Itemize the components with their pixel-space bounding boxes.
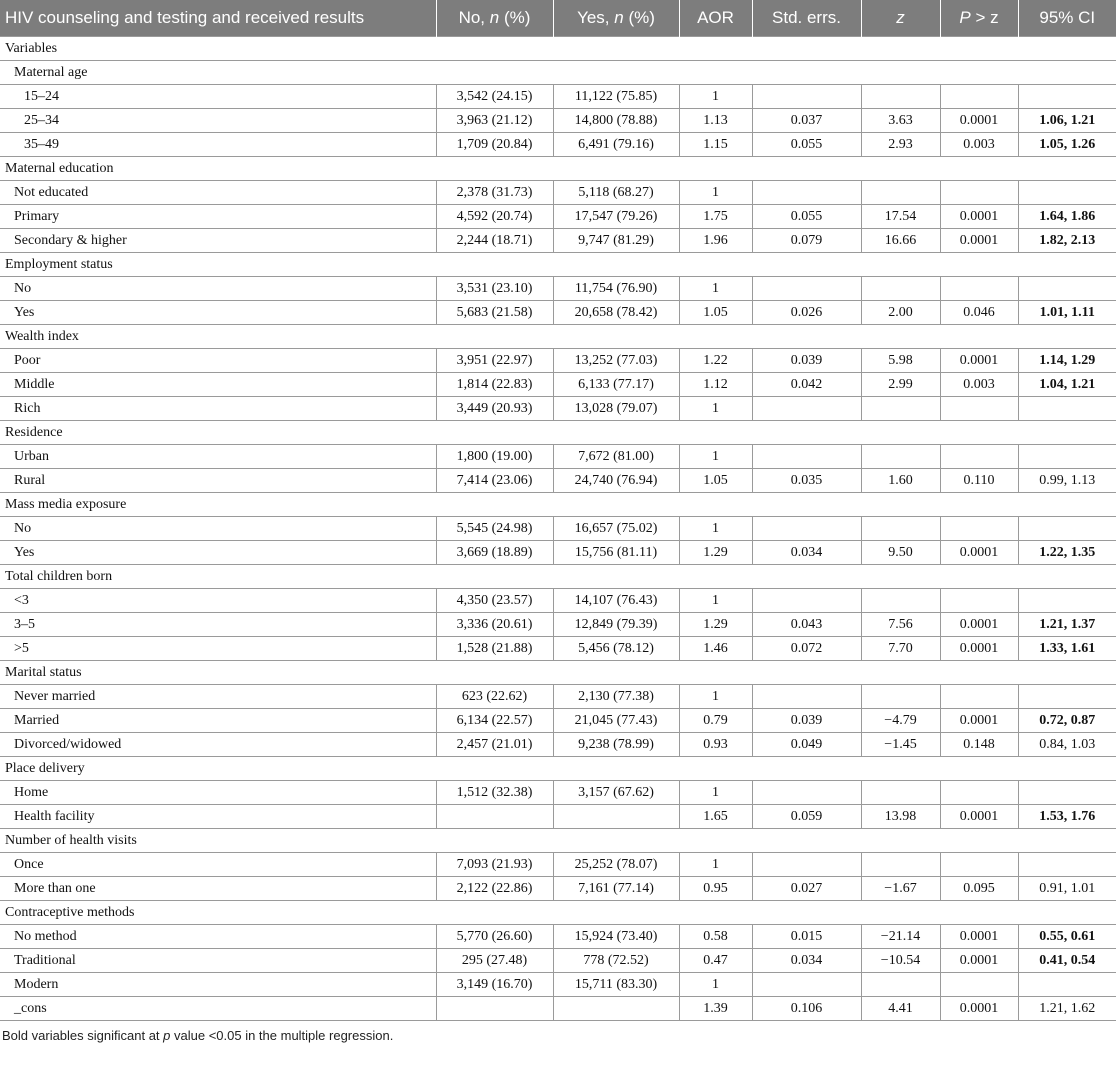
row-label: 15–24 [0, 85, 436, 109]
cell-no: 3,669 (18.89) [436, 541, 553, 565]
section-label: Employment status [0, 253, 1116, 277]
cell-aor: 1.13 [679, 109, 752, 133]
cell-95-ci: 1.82, 2.13 [1018, 229, 1116, 253]
cell-95-ci [1018, 781, 1116, 805]
cell-p-value [940, 973, 1018, 997]
cell-p-value: 0.0001 [940, 109, 1018, 133]
cell-yes [553, 805, 679, 829]
cell-95-ci: 1.21, 1.62 [1018, 997, 1116, 1021]
cell-no: 5,770 (26.60) [436, 925, 553, 949]
cell-yes: 21,045 (77.43) [553, 709, 679, 733]
cell-std-err: 0.043 [752, 613, 861, 637]
table-row [0, 229, 1116, 253]
row-label: 35–49 [0, 133, 436, 157]
section-label: Variables [0, 37, 1116, 61]
cell-95-ci: 1.21, 1.37 [1018, 613, 1116, 637]
cell-z: 16.66 [861, 229, 940, 253]
cell-z: 13.98 [861, 805, 940, 829]
cell-std-err [752, 181, 861, 205]
row-label: Middle [0, 373, 436, 397]
cell-p-value [940, 589, 1018, 613]
cell-no: 1,709 (20.84) [436, 133, 553, 157]
section-label: Marital status [0, 661, 1116, 685]
cell-yes: 25,252 (78.07) [553, 853, 679, 877]
header-aor: AOR [679, 0, 752, 37]
cell-z [861, 973, 940, 997]
cell-std-err [752, 277, 861, 301]
cell-p-value [940, 85, 1018, 109]
cell-95-ci [1018, 685, 1116, 709]
table-row [0, 349, 1116, 373]
section-label: Maternal education [0, 157, 1116, 181]
cell-z [861, 85, 940, 109]
cell-yes: 9,238 (78.99) [553, 733, 679, 757]
cell-z: 4.41 [861, 997, 940, 1021]
cell-std-err: 0.034 [752, 541, 861, 565]
table-row [0, 805, 1116, 829]
cell-p-value: 0.0001 [940, 349, 1018, 373]
cell-aor: 0.58 [679, 925, 752, 949]
cell-yes: 7,161 (77.14) [553, 877, 679, 901]
cell-p-value: 0.0001 [940, 709, 1018, 733]
cell-95-ci: 1.22, 1.35 [1018, 541, 1116, 565]
cell-std-err: 0.026 [752, 301, 861, 325]
cell-no: 6,134 (22.57) [436, 709, 553, 733]
header-95-ci: 95% CI [1018, 0, 1116, 37]
cell-aor: 1.46 [679, 637, 752, 661]
row-label: _cons [0, 997, 436, 1021]
cell-no: 1,528 (21.88) [436, 637, 553, 661]
header-no-n-pct: No, n (%) [436, 0, 553, 37]
table-row [0, 997, 1116, 1021]
row-label: More than one [0, 877, 436, 901]
cell-yes: 11,122 (75.85) [553, 85, 679, 109]
cell-no: 4,592 (20.74) [436, 205, 553, 229]
cell-aor: 1 [679, 973, 752, 997]
cell-no: 7,414 (23.06) [436, 469, 553, 493]
row-label: Divorced/widowed [0, 733, 436, 757]
cell-z: 3.63 [861, 109, 940, 133]
header-std-errs: Std. errs. [752, 0, 861, 37]
cell-95-ci [1018, 973, 1116, 997]
cell-no: 2,378 (31.73) [436, 181, 553, 205]
row-label: No [0, 517, 436, 541]
cell-no: 3,951 (22.97) [436, 349, 553, 373]
cell-aor: 1.05 [679, 469, 752, 493]
section-label: Mass media exposure [0, 493, 1116, 517]
cell-std-err [752, 85, 861, 109]
row-label: 25–34 [0, 109, 436, 133]
cell-yes: 5,456 (78.12) [553, 637, 679, 661]
cell-p-value [940, 781, 1018, 805]
cell-p-value [940, 445, 1018, 469]
table-section-row [0, 757, 1116, 781]
cell-std-err: 0.034 [752, 949, 861, 973]
table-row [0, 205, 1116, 229]
cell-z: 2.93 [861, 133, 940, 157]
table-row [0, 469, 1116, 493]
table-row [0, 637, 1116, 661]
row-label: No [0, 277, 436, 301]
table-row [0, 517, 1116, 541]
cell-no: 623 (22.62) [436, 685, 553, 709]
row-label: Primary [0, 205, 436, 229]
cell-yes: 2,130 (77.38) [553, 685, 679, 709]
cell-std-err [752, 973, 861, 997]
table-row [0, 133, 1116, 157]
cell-std-err: 0.037 [752, 109, 861, 133]
cell-z: 7.70 [861, 637, 940, 661]
cell-aor: 1 [679, 517, 752, 541]
cell-std-err: 0.015 [752, 925, 861, 949]
table-section-row [0, 325, 1116, 349]
table-row [0, 925, 1116, 949]
cell-z: 1.60 [861, 469, 940, 493]
cell-no: 295 (27.48) [436, 949, 553, 973]
cell-p-value: 0.0001 [940, 637, 1018, 661]
cell-95-ci [1018, 445, 1116, 469]
table-footnote: Bold variables significant at p value <0.05 in the multiple regression. [2, 1028, 394, 1043]
cell-std-err: 0.055 [752, 205, 861, 229]
cell-yes [553, 997, 679, 1021]
cell-no [436, 997, 553, 1021]
cell-aor: 1.39 [679, 997, 752, 1021]
row-label: Once [0, 853, 436, 877]
cell-z: 9.50 [861, 541, 940, 565]
cell-95-ci: 1.33, 1.61 [1018, 637, 1116, 661]
cell-std-err: 0.049 [752, 733, 861, 757]
cell-no: 2,244 (18.71) [436, 229, 553, 253]
header-yes-n-pct: Yes, n (%) [553, 0, 679, 37]
cell-yes: 3,157 (67.62) [553, 781, 679, 805]
cell-95-ci: 0.41, 0.54 [1018, 949, 1116, 973]
table-row [0, 109, 1116, 133]
cell-no: 2,457 (21.01) [436, 733, 553, 757]
cell-std-err: 0.039 [752, 349, 861, 373]
row-label: No method [0, 925, 436, 949]
cell-no: 5,683 (21.58) [436, 301, 553, 325]
table-row [0, 589, 1116, 613]
cell-aor: 1 [679, 397, 752, 421]
cell-z [861, 685, 940, 709]
cell-yes: 17,547 (79.26) [553, 205, 679, 229]
row-label: Never married [0, 685, 436, 709]
cell-no: 2,122 (22.86) [436, 877, 553, 901]
cell-yes: 24,740 (76.94) [553, 469, 679, 493]
row-label: Urban [0, 445, 436, 469]
cell-yes: 778 (72.52) [553, 949, 679, 973]
section-label: Wealth index [0, 325, 1116, 349]
cell-95-ci [1018, 277, 1116, 301]
cell-aor: 1.29 [679, 541, 752, 565]
cell-95-ci [1018, 853, 1116, 877]
cell-z: −10.54 [861, 949, 940, 973]
cell-z [861, 589, 940, 613]
row-label: Health facility [0, 805, 436, 829]
cell-z [861, 181, 940, 205]
cell-no: 5,545 (24.98) [436, 517, 553, 541]
cell-yes: 13,028 (79.07) [553, 397, 679, 421]
cell-z: 17.54 [861, 205, 940, 229]
cell-no: 7,093 (21.93) [436, 853, 553, 877]
table-row [0, 949, 1116, 973]
header-p-gt-z: P > z [940, 0, 1018, 37]
cell-yes: 6,491 (79.16) [553, 133, 679, 157]
cell-z: 2.99 [861, 373, 940, 397]
cell-yes: 16,657 (75.02) [553, 517, 679, 541]
row-label: Not educated [0, 181, 436, 205]
cell-yes: 7,672 (81.00) [553, 445, 679, 469]
cell-z: 2.00 [861, 301, 940, 325]
cell-95-ci: 0.91, 1.01 [1018, 877, 1116, 901]
cell-no: 1,800 (19.00) [436, 445, 553, 469]
cell-p-value [940, 685, 1018, 709]
table-row [0, 85, 1116, 109]
cell-aor: 1.75 [679, 205, 752, 229]
row-label: Yes [0, 301, 436, 325]
cell-std-err: 0.055 [752, 133, 861, 157]
cell-p-value: 0.003 [940, 133, 1018, 157]
cell-95-ci: 1.04, 1.21 [1018, 373, 1116, 397]
cell-aor: 1.05 [679, 301, 752, 325]
cell-aor: 0.47 [679, 949, 752, 973]
cell-p-value: 0.110 [940, 469, 1018, 493]
table-section-row [0, 61, 1116, 85]
cell-no: 3,449 (20.93) [436, 397, 553, 421]
cell-95-ci: 0.55, 0.61 [1018, 925, 1116, 949]
cell-aor: 1 [679, 181, 752, 205]
section-label: Contraceptive methods [0, 901, 1116, 925]
cell-std-err [752, 517, 861, 541]
section-label: Total children born [0, 565, 1116, 589]
cell-p-value: 0.046 [940, 301, 1018, 325]
cell-aor: 0.79 [679, 709, 752, 733]
table-section-row [0, 253, 1116, 277]
table-section-row [0, 493, 1116, 517]
cell-aor: 1.12 [679, 373, 752, 397]
cell-p-value [940, 397, 1018, 421]
row-label: Secondary & higher [0, 229, 436, 253]
row-label: Married [0, 709, 436, 733]
cell-no: 3,531 (23.10) [436, 277, 553, 301]
cell-p-value: 0.0001 [940, 925, 1018, 949]
section-label: Place delivery [0, 757, 1116, 781]
cell-aor: 1.65 [679, 805, 752, 829]
cell-p-value: 0.0001 [940, 997, 1018, 1021]
cell-yes: 9,747 (81.29) [553, 229, 679, 253]
table-row [0, 733, 1116, 757]
row-label: Rich [0, 397, 436, 421]
row-label: <3 [0, 589, 436, 613]
cell-no: 1,512 (32.38) [436, 781, 553, 805]
cell-std-err [752, 781, 861, 805]
table-section-row [0, 901, 1116, 925]
cell-z [861, 781, 940, 805]
row-label: Yes [0, 541, 436, 565]
row-label: Rural [0, 469, 436, 493]
cell-std-err: 0.027 [752, 877, 861, 901]
cell-95-ci: 1.64, 1.86 [1018, 205, 1116, 229]
cell-yes: 14,800 (78.88) [553, 109, 679, 133]
cell-std-err: 0.059 [752, 805, 861, 829]
cell-std-err [752, 589, 861, 613]
cell-95-ci: 1.05, 1.26 [1018, 133, 1116, 157]
cell-std-err: 0.039 [752, 709, 861, 733]
cell-aor: 1 [679, 589, 752, 613]
cell-z: −1.67 [861, 877, 940, 901]
cell-std-err: 0.106 [752, 997, 861, 1021]
cell-z: −4.79 [861, 709, 940, 733]
row-label: Home [0, 781, 436, 805]
cell-p-value: 0.0001 [940, 949, 1018, 973]
cell-z: 5.98 [861, 349, 940, 373]
cell-no: 4,350 (23.57) [436, 589, 553, 613]
table-header-row [0, 0, 1116, 37]
row-label: >5 [0, 637, 436, 661]
cell-yes: 20,658 (78.42) [553, 301, 679, 325]
cell-p-value [940, 277, 1018, 301]
row-label: Modern [0, 973, 436, 997]
cell-yes: 6,133 (77.17) [553, 373, 679, 397]
cell-p-value: 0.003 [940, 373, 1018, 397]
cell-yes: 12,849 (79.39) [553, 613, 679, 637]
cell-95-ci: 1.01, 1.11 [1018, 301, 1116, 325]
cell-aor: 1 [679, 277, 752, 301]
cell-std-err: 0.072 [752, 637, 861, 661]
cell-95-ci: 1.14, 1.29 [1018, 349, 1116, 373]
table-row [0, 541, 1116, 565]
section-label: Residence [0, 421, 1116, 445]
cell-95-ci: 1.53, 1.76 [1018, 805, 1116, 829]
cell-std-err [752, 853, 861, 877]
cell-p-value: 0.0001 [940, 541, 1018, 565]
cell-aor: 1.22 [679, 349, 752, 373]
cell-z [861, 517, 940, 541]
header-z: z [861, 0, 940, 37]
cell-p-value [940, 517, 1018, 541]
cell-p-value [940, 853, 1018, 877]
header-outcome: HIV counseling and testing and received results [0, 0, 436, 37]
cell-p-value: 0.0001 [940, 205, 1018, 229]
cell-std-err [752, 685, 861, 709]
cell-z [861, 853, 940, 877]
table-row [0, 277, 1116, 301]
table-row [0, 853, 1116, 877]
cell-yes: 14,107 (76.43) [553, 589, 679, 613]
cell-aor: 1 [679, 781, 752, 805]
cell-95-ci [1018, 589, 1116, 613]
cell-no: 3,336 (20.61) [436, 613, 553, 637]
cell-std-err [752, 397, 861, 421]
cell-yes: 15,756 (81.11) [553, 541, 679, 565]
table-section-row [0, 829, 1116, 853]
cell-z: 7.56 [861, 613, 940, 637]
cell-yes: 15,711 (83.30) [553, 973, 679, 997]
cell-95-ci: 0.84, 1.03 [1018, 733, 1116, 757]
table-body [0, 37, 1116, 1021]
cell-std-err: 0.035 [752, 469, 861, 493]
cell-z: −1.45 [861, 733, 940, 757]
table-section-row [0, 421, 1116, 445]
row-label: 3–5 [0, 613, 436, 637]
cell-95-ci [1018, 517, 1116, 541]
cell-aor: 0.93 [679, 733, 752, 757]
cell-p-value: 0.148 [940, 733, 1018, 757]
cell-no: 1,814 (22.83) [436, 373, 553, 397]
table-row [0, 397, 1116, 421]
table-section-row [0, 565, 1116, 589]
cell-aor: 0.95 [679, 877, 752, 901]
cell-z [861, 397, 940, 421]
cell-no [436, 805, 553, 829]
table-row [0, 877, 1116, 901]
cell-aor: 1 [679, 445, 752, 469]
cell-aor: 1.29 [679, 613, 752, 637]
cell-z [861, 277, 940, 301]
table-row [0, 685, 1116, 709]
cell-yes: 13,252 (77.03) [553, 349, 679, 373]
cell-no: 3,963 (21.12) [436, 109, 553, 133]
cell-no: 3,149 (16.70) [436, 973, 553, 997]
table-row [0, 181, 1116, 205]
cell-aor: 1 [679, 685, 752, 709]
table-row [0, 613, 1116, 637]
cell-aor: 1.96 [679, 229, 752, 253]
row-label: Poor [0, 349, 436, 373]
cell-p-value: 0.0001 [940, 805, 1018, 829]
cell-std-err [752, 445, 861, 469]
cell-yes: 11,754 (76.90) [553, 277, 679, 301]
cell-95-ci [1018, 85, 1116, 109]
cell-p-value: 0.095 [940, 877, 1018, 901]
table-row [0, 301, 1116, 325]
cell-std-err: 0.042 [752, 373, 861, 397]
cell-aor: 1 [679, 85, 752, 109]
cell-std-err: 0.079 [752, 229, 861, 253]
table-section-row [0, 157, 1116, 181]
row-label: Traditional [0, 949, 436, 973]
cell-95-ci: 0.72, 0.87 [1018, 709, 1116, 733]
cell-95-ci [1018, 397, 1116, 421]
cell-95-ci: 0.99, 1.13 [1018, 469, 1116, 493]
cell-p-value: 0.0001 [940, 229, 1018, 253]
table-section-row [0, 661, 1116, 685]
section-label: Maternal age [0, 61, 1116, 85]
cell-p-value [940, 181, 1018, 205]
cell-yes: 5,118 (68.27) [553, 181, 679, 205]
table-row [0, 373, 1116, 397]
table-row [0, 973, 1116, 997]
cell-aor: 1 [679, 853, 752, 877]
cell-95-ci: 1.06, 1.21 [1018, 109, 1116, 133]
cell-aor: 1.15 [679, 133, 752, 157]
cell-p-value: 0.0001 [940, 613, 1018, 637]
cell-yes: 15,924 (73.40) [553, 925, 679, 949]
section-label: Number of health visits [0, 829, 1116, 853]
table-row [0, 709, 1116, 733]
cell-no: 3,542 (24.15) [436, 85, 553, 109]
cell-95-ci [1018, 181, 1116, 205]
table-row [0, 781, 1116, 805]
table-row [0, 445, 1116, 469]
table-section-row [0, 37, 1116, 61]
cell-z: −21.14 [861, 925, 940, 949]
cell-z [861, 445, 940, 469]
